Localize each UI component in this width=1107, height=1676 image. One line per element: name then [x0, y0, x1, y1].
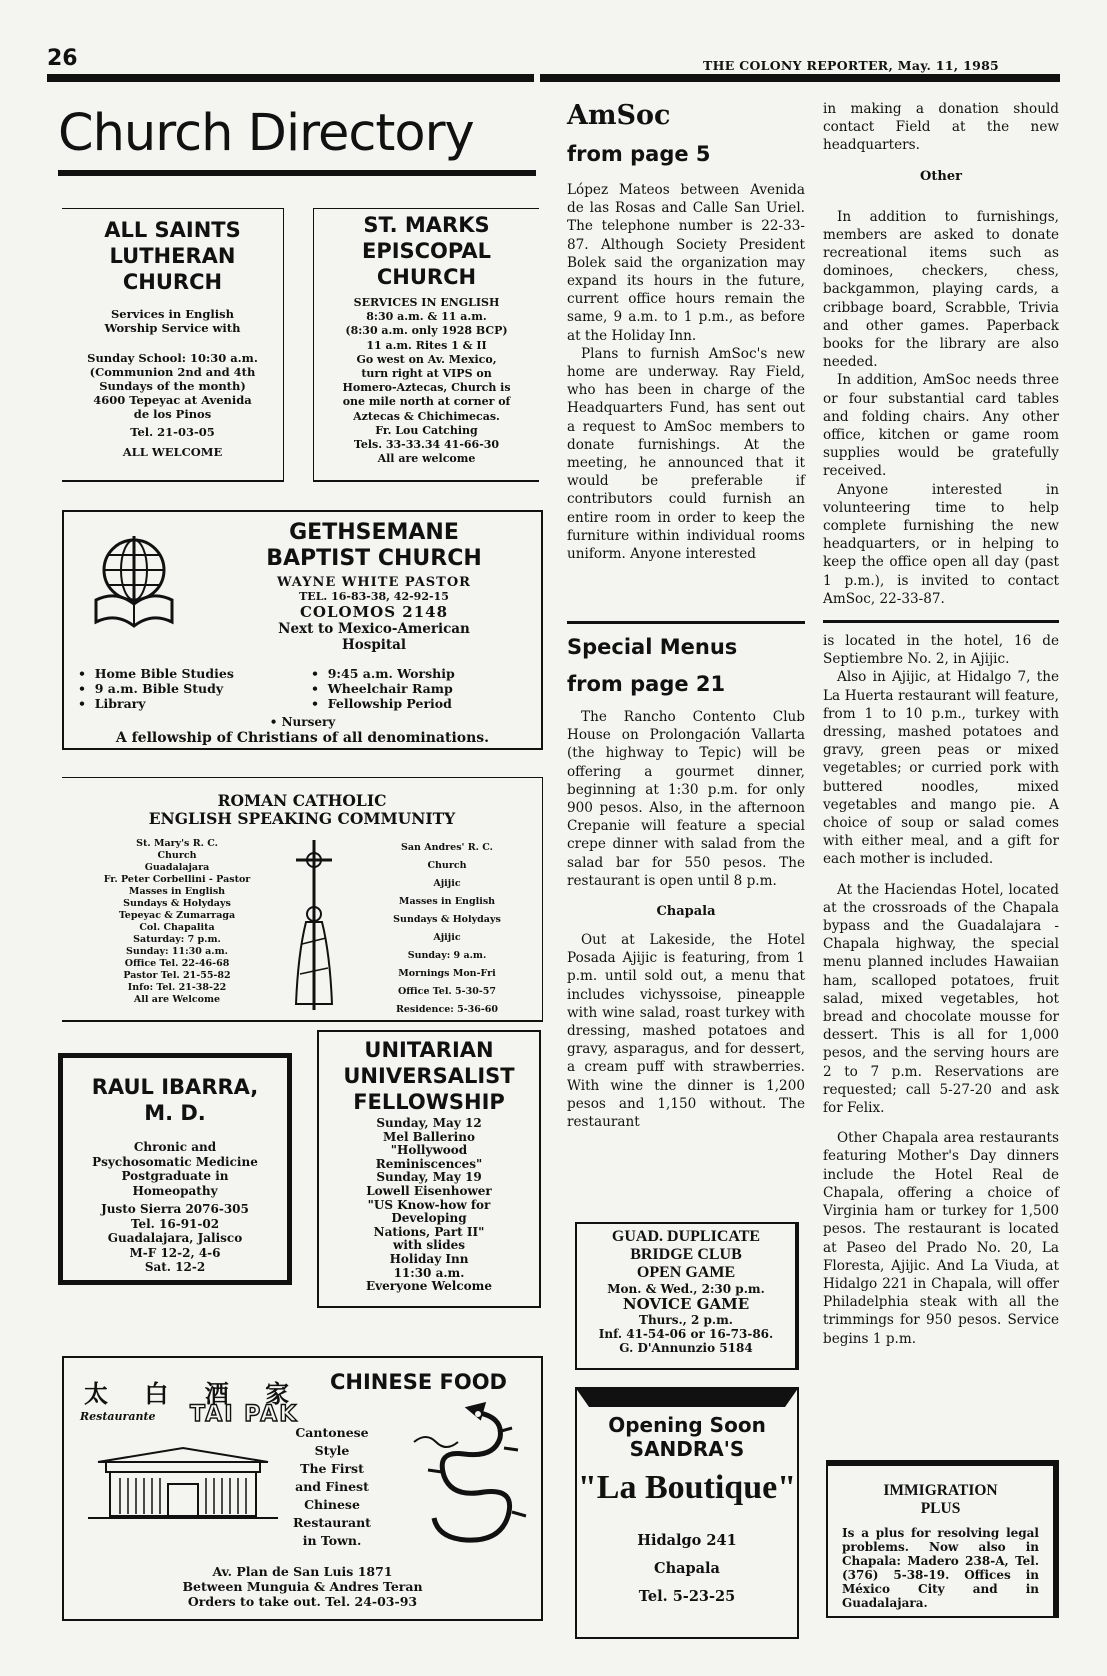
all-saints-name-2: LUTHERAN	[109, 244, 236, 268]
rc-left-line: Pastor Tel. 21-55-82	[123, 970, 231, 981]
dragon-icon	[404, 1402, 534, 1552]
raul-line: Sat. 12-2	[144, 1260, 206, 1274]
st-marks-line: SERVICES IN ENGLISH	[353, 296, 500, 309]
rc-left-line: Tepeyac & Zumarraga	[118, 910, 236, 921]
raul-line: Guadalajara, Jalisco	[107, 1231, 243, 1245]
amsoc-paragraph: Anyone interested in volunteering time to help complete furnishing the new headquarters, or in helping to keep the office open all day (past 1 p.m.), is invited to contact AmSoc, 22-33-87.	[823, 481, 1059, 607]
rc-title-1: ROMAN CATHOLIC	[217, 791, 387, 810]
unitarian-line: Sunday, May 12	[376, 1116, 482, 1130]
rc-left-line: Sunday: 11:30 a.m.	[126, 946, 228, 957]
unitarian-name-1: UNITARIAN	[364, 1038, 494, 1062]
boutique-awning	[575, 1387, 799, 1409]
all-saints-line: Tel. 21-03-05	[130, 425, 215, 439]
immigration-title-2: PLUS	[920, 1500, 961, 1517]
rc-left-line: Saturday: 7 p.m.	[133, 934, 221, 945]
boutique-ad	[575, 1387, 799, 1639]
menus-paragraph: Out at Lakeside, the Hotel Posada Ajijic is featuring, from 1 p.m. until sold out, a menu that includes vichyssoise, pineapple with wine salad, roast turkey with dressing, mashed potatoes and gravy, asparagus, and for dessert, a cream puff with strawberries. With wine the dinner is 1,200 pesos and 1,150 without. The restaurant	[567, 932, 805, 1131]
unitarian-line: Sunday, May 19	[376, 1170, 482, 1185]
bridge-line: BRIDGE CLUB	[630, 1246, 742, 1263]
rc-right-line: Sunday: 9 a.m.	[407, 950, 487, 961]
raul-line: Homeopathy	[132, 1183, 218, 1198]
st-marks-name-1: ST. MARKS	[363, 213, 490, 237]
header-rule-left	[47, 74, 534, 82]
raul-name-1: RAUL IBARRA,	[91, 1075, 259, 1099]
rc-left-line: Church	[157, 850, 197, 861]
st-marks-line: All are welcome	[377, 452, 476, 466]
amsoc-paragraph: In addition, AmSoc needs three or four substantial card tables and folding chairs. Any other office, kitchen or game room supplies would be gratefully received.	[823, 372, 1059, 480]
amsoc-continued: in making a donation should contact Field at the new headquarters.	[823, 101, 1059, 154]
gethsemane-left-item: Library	[94, 696, 146, 711]
tai-pak-logo: TAI PAK	[190, 1402, 299, 1427]
st-marks-line: Aztecas & Chichimecas.	[353, 409, 500, 423]
gethsemane-nursery: Nursery	[281, 715, 336, 729]
rc-left-line: Masses in English	[128, 886, 226, 897]
rc-right-line: Masses in English	[398, 896, 496, 907]
gethsemane-left-item: 9 a.m. Bible Study	[94, 681, 224, 696]
rc-left-line: Info: Tel. 21-38-22	[127, 982, 227, 993]
directory-title-rule	[58, 170, 536, 176]
rc-left-line: Office Tel. 22-46-68	[124, 958, 230, 969]
rc-left-line: All are Welcome	[133, 994, 221, 1005]
bullet-icon: •	[311, 696, 319, 711]
unitarian-line: with slides	[393, 1238, 465, 1253]
rc-left-line: St. Mary's R. C.	[136, 838, 218, 849]
boutique-name: "La Boutique"	[577, 1469, 797, 1506]
st-marks-line: Go west on Av. Mexico,	[356, 352, 497, 366]
chinese-address: Orders to take out. Tel. 24-03-93	[187, 1594, 418, 1609]
unitarian-line: Everyone Welcome	[366, 1279, 492, 1294]
chinese-line: and Finest	[295, 1479, 369, 1494]
st-marks-name-3: CHURCH	[376, 265, 477, 289]
st-marks-line: Fr. Lou Catching	[375, 423, 478, 437]
all-saints-line: (Communion 2nd and 4th	[89, 365, 256, 379]
chinese-line: Restaurant	[293, 1515, 371, 1530]
raul-line: Postgraduate in	[121, 1169, 229, 1183]
header-rule-right	[540, 74, 1060, 82]
menus-paragraph: is located in the hotel, 16 de Septiembre No. 2, in Ajijic.	[823, 633, 1059, 668]
bridge-info: Inf. 41-54-06 or 16-73-86.	[598, 1327, 774, 1341]
column-rule	[567, 621, 805, 624]
unitarian-line: "US Know-how for	[367, 1197, 491, 1212]
immigration-title-1: IMMIGRATION	[883, 1482, 998, 1499]
unitarian-line: Lowell Eisenhower	[366, 1183, 492, 1198]
unitarian-line: Developing	[391, 1211, 467, 1226]
bridge-address: G. D'Annunzio 5184	[619, 1341, 753, 1355]
raul-line: M-F 12-2, 4-6	[129, 1245, 221, 1260]
st-marks-line: one mile north at corner of	[342, 395, 511, 409]
rc-left-line: Guadalajara	[144, 862, 210, 873]
gethsemane-name-1: GETHSEMANE	[289, 520, 459, 545]
gethsemane-near: Next to Mexico-American	[278, 621, 470, 637]
menus-paragraph: The Rancho Contento Club House on Prolongación Vallarta (the highway to Tepic) will be offering a gourmet dinner, beginning at 1:30 p.m. for only 900 pesos. Also, in the afternoon Crepanie will feature a special crepe dinner with salad from the salad bar for 550 pesos. The restaurant is open until 8 p.m.	[567, 709, 805, 889]
boutique-tel: Tel. 5-23-25	[638, 1588, 736, 1605]
globe-bible-icon	[88, 530, 180, 640]
gethsemane-fellowship: A fellowship of Christians of all denominations.	[115, 730, 490, 746]
gethsemane-pastor: WAYNE WHITE PASTOR	[277, 575, 471, 590]
chapala-heading: Chapala	[656, 904, 716, 920]
bullet-icon: •	[78, 696, 86, 711]
bridge-thurs: Thurs., 2 p.m.	[639, 1313, 733, 1327]
all-saints-line: Worship Service with	[104, 321, 241, 335]
chinese-line: The First	[300, 1461, 364, 1476]
raul-line: Tel. 16-91-02	[130, 1216, 220, 1231]
st-marks-line: turn right at VIPS on	[361, 367, 492, 381]
unitarian-line: Nations, Part II"	[373, 1224, 485, 1239]
bridge-line: GUAD. DUPLICATE	[611, 1228, 761, 1245]
roman-catholic-ad	[62, 777, 543, 1022]
rc-left-line: Col. Chapalita	[139, 922, 215, 933]
menus-from: from page 21	[567, 672, 726, 696]
st-marks-line: Tels. 33-33.34 41-66-30	[353, 438, 500, 452]
column-three	[823, 100, 1059, 608]
unitarian-line: Reminiscences"	[375, 1156, 483, 1171]
directory-title: Church Directory	[58, 104, 474, 163]
bridge-club-ad	[575, 1222, 799, 1370]
unitarian-line: 11:30 a.m.	[393, 1265, 465, 1280]
menus-paragraph: Also in Ajijic, at Hidalgo 7, the La Huerta restaurant will feature, from 1 to 10 p.m., turkey with dressing, mashed potatoes and gravy, green peas or mixed vegetables; or curried pork with buttered noodles, mixed vegetables and mango pie. A choice of soup or salad comes with either meal, and a gift for each mother is included.	[823, 669, 1059, 868]
gethsemane-tel: TEL. 16-83-38, 42-92-15	[299, 590, 449, 603]
st-marks-ad	[313, 208, 539, 482]
raul-line: Psychosomatic Medicine	[92, 1154, 258, 1169]
gethsemane-right-item: Fellowship Period	[327, 696, 452, 711]
boutique-city: Chapala	[654, 1560, 720, 1577]
menus-title: Special Menus	[567, 635, 738, 659]
amsoc-paragraph: López Mateos between Avenida de las Rosas and Calle San Uriel. The telephone number is 22-33-87. Although Society President Bolek said the organization may expand its hours in the future, current office hours remain the same, 9 a.m. to 1 p.m., as before at the Holiday Inn.	[567, 182, 805, 344]
menus-continued	[823, 632, 1059, 1348]
raul-line: Chronic and	[133, 1140, 217, 1154]
menus-paragraph: At the Haciendas Hotel, located at the crossroads of the Chapala bypass and the Guadalajara - Chapala highway, the special menu planned includes Hawaiian ham, scalloped potatoes, fruit salad, mixed vegetables, hot bread and chocolate mousse for dessert. This is all for 1,000 pesos, and the serving hours are 2 to 7 p.m. Reservations are requested; call 5-27-20 and ask for Felix.	[823, 881, 1059, 1117]
boutique-opening: Opening Soon	[608, 1413, 766, 1437]
chinese-address: Av. Plan de San Luis 1871	[212, 1564, 393, 1579]
st-marks-line: Homero-Aztecas, Church is	[342, 381, 511, 395]
bullet-icon: •	[78, 666, 86, 681]
rc-right-line: Church	[427, 860, 467, 871]
raul-line: Justo Sierra 2076-305	[101, 1202, 249, 1216]
bridge-line: OPEN GAME	[636, 1264, 736, 1281]
all-saints-line: Sunday School: 10:30 a.m.	[87, 351, 258, 365]
chinese-food-heading: CHINESE FOOD	[330, 1370, 507, 1394]
gethsemane-address: COLOMOS 2148	[299, 603, 449, 621]
page-number: 26	[47, 46, 78, 71]
unitarian-ad	[317, 1030, 541, 1308]
chinese-line: in Town.	[302, 1533, 362, 1548]
publication-line: THE COLONY REPORTER, May. 11, 1985	[703, 58, 1000, 73]
boutique-address: Hidalgo 241	[637, 1532, 737, 1549]
st-marks-name-2: EPISCOPAL	[361, 239, 492, 263]
restaurant-building-icon	[88, 1442, 278, 1522]
rc-right-line: Ajijic	[433, 932, 461, 943]
rc-right-line: Office Tel. 5-30-57	[397, 986, 496, 997]
rc-left-line: Sundays & Holydays	[123, 898, 231, 909]
all-saints-name-3: CHURCH	[122, 270, 223, 294]
all-saints-line: Sundays of the month)	[99, 379, 246, 393]
amsoc-article	[567, 100, 805, 563]
rc-title-2: ENGLISH SPEAKING COMMUNITY	[148, 809, 456, 828]
chinese-characters: 太 白 酒 家	[84, 1379, 304, 1408]
rc-right-line: Sundays & Holydays	[393, 914, 501, 925]
st-marks-line: 11 a.m. Rites 1 & II	[366, 338, 487, 352]
raul-ibarra-ad	[58, 1053, 292, 1285]
column-rule	[823, 620, 1059, 623]
st-marks-line: (8:30 a.m. only 1928 BCP)	[345, 324, 508, 338]
unitarian-line: Mel Ballerino	[383, 1129, 475, 1144]
chinese-food-ad	[62, 1356, 543, 1621]
amsoc-title: AmSoc	[567, 100, 671, 131]
gethsemane-right-item: 9:45 a.m. Worship	[327, 666, 455, 681]
boutique-owner: SANDRA'S	[629, 1437, 745, 1461]
amsoc-from: from page 5	[567, 142, 711, 166]
bullet-icon: •	[78, 681, 86, 696]
rc-right-line: Ajijic	[433, 878, 461, 889]
bullet-icon: •	[269, 715, 278, 729]
rc-right-line: San Andres' R. C.	[401, 842, 493, 853]
gethsemane-right-item: Wheelchair Ramp	[327, 681, 453, 696]
amsoc-paragraph: In addition to furnishings, members are asked to donate recreational items such as dominoes, checkers, chess, backgammon, playing cards, a cribbage board, Scrabble, Trivia and other games. Paperback books for the library are also needed.	[823, 208, 1059, 371]
gethsemane-left-item: Home Bible Studies	[94, 666, 234, 681]
special-menus-article	[567, 634, 805, 1131]
all-saints-line: ALL WELCOME	[122, 445, 223, 459]
gethsemane-name-2: BAPTIST CHURCH	[266, 546, 482, 571]
gethsemane-ad	[62, 510, 543, 750]
all-saints-line: 4600 Tepeyac at Avenida	[93, 393, 252, 407]
bridge-novice: NOVICE GAME	[622, 1295, 750, 1313]
bridge-schedule: Mon. & Wed., 2:30 p.m.	[607, 1282, 765, 1296]
unitarian-line: "Hollywood	[390, 1143, 468, 1158]
all-saints-ad	[62, 208, 284, 482]
immigration-ad	[826, 1460, 1059, 1618]
other-heading: Other	[920, 168, 962, 184]
unitarian-name-2: UNIVERSALIST	[343, 1064, 515, 1088]
menus-paragraph: Other Chapala area restaurants featuring Mother's Day dinners include the Hotel Real de Chapala, offering a choice of Virginia ham or turkey for 1,500 pesos. The restaurant is located at Paseo del Prado No. 20, La Floresta, Ajijic. And La Viuda, at Hidalgo 221 in Chapala, will offer Philadelphia steak with all the trimmings for 950 pesos. Service begins 1 p.m.	[823, 1130, 1059, 1347]
all-saints-line: Services in English	[110, 307, 234, 321]
bullet-icon: •	[311, 681, 319, 696]
st-marks-line: 8:30 a.m. & 11 a.m.	[366, 310, 487, 324]
raul-name-2: M. D.	[144, 1101, 206, 1125]
chinese-address: Between Munguia & Andres Teran	[182, 1579, 423, 1594]
all-saints-line: de los Pinos	[133, 407, 212, 421]
chinese-line: Cantonese	[295, 1425, 369, 1440]
cross-figure-icon	[284, 834, 344, 1016]
restaurante-script: Restaurante	[80, 1410, 156, 1423]
unitarian-name-3: FELLOWSHIP	[353, 1090, 505, 1114]
rc-right-line: Mornings Mon-Fri	[398, 968, 496, 979]
rc-right-line: Residence: 5-36-60	[395, 1004, 499, 1015]
chinese-line: Style	[314, 1443, 350, 1458]
rc-left-line: Fr. Peter Corbellini - Pastor	[103, 874, 251, 885]
immigration-body: Is a plus for resolving legal problems. Now also in Chapala: Madero 238-A, Tel. (376) 5-38-19. Offices in México City and in Guadalajara.	[842, 1526, 1039, 1610]
amsoc-paragraph: Plans to furnish AmSoc's new home are underway. Ray Field, who has been in charge of the Headquarters Fund, has sent out a request to AmSoc members to donate furnishings. At the meeting, he announced that it would be preferable if contributors could furnish an entire room in order to keep the furniture within individual rooms uniform. Anyone interested	[567, 345, 805, 563]
chinese-line: Chinese	[304, 1497, 360, 1512]
bullet-icon: •	[311, 666, 319, 681]
all-saints-name-1: ALL SAINTS	[104, 218, 241, 242]
unitarian-line: Holiday Inn	[389, 1251, 469, 1266]
gethsemane-near: Hospital	[341, 637, 407, 653]
